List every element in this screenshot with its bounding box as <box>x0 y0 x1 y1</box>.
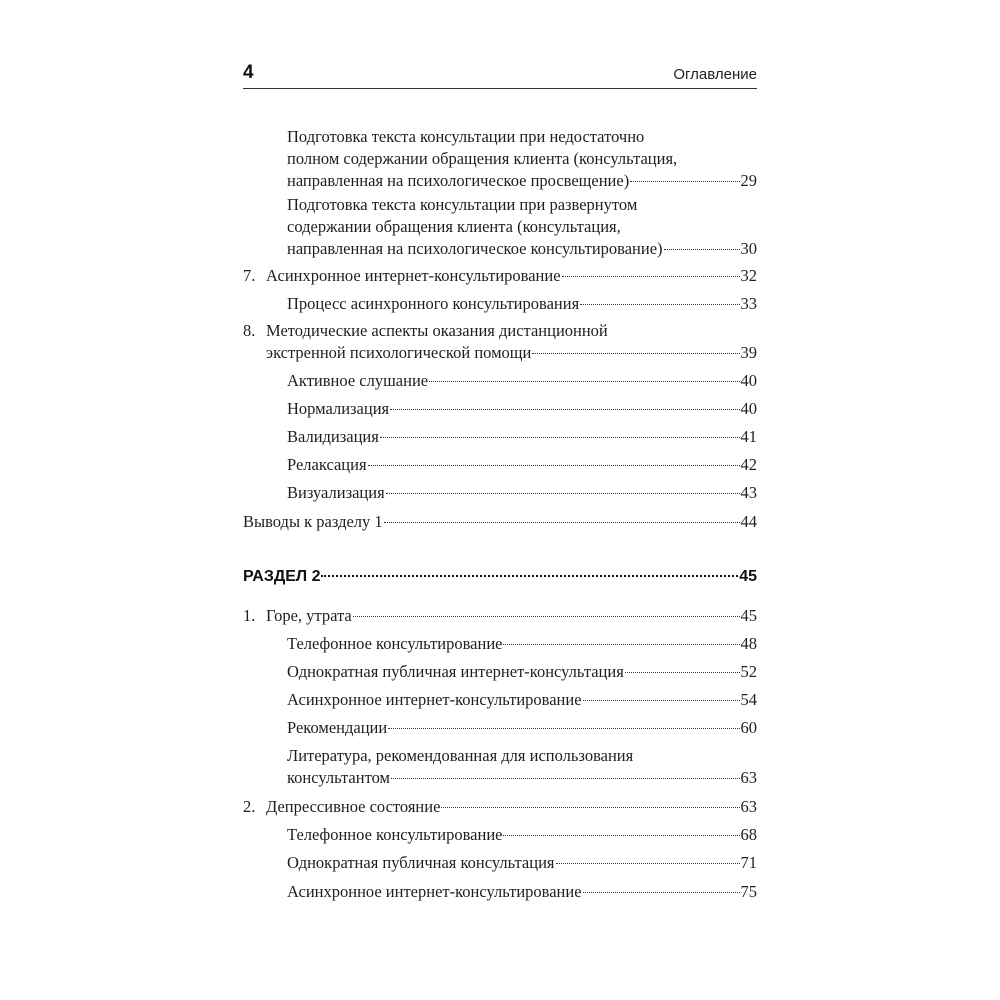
running-header <box>243 60 757 89</box>
toc-entry-title: Процесс асинхронного консультирования <box>287 294 580 313</box>
leader-dots <box>391 778 740 779</box>
toc-entry-title <box>243 605 352 627</box>
toc-entry-title: Активное слушание <box>287 371 429 390</box>
toc-entry[interactable] <box>287 824 757 846</box>
toc-page-number: 33 <box>740 294 757 313</box>
leader-dots <box>441 807 739 808</box>
running-title: Оглавление <box>673 66 757 83</box>
leader-dots <box>630 181 739 182</box>
toc-entry[interactable] <box>287 881 757 903</box>
leader-dots <box>368 465 740 466</box>
toc-entry-number: 1. <box>243 606 256 625</box>
toc-page-number: 42 <box>740 455 757 474</box>
page-number: 4 <box>243 62 254 83</box>
toc-entry-title: Асинхронное интернет-консультирование <box>287 690 582 709</box>
toc-entry-title: Нормализация <box>287 399 390 418</box>
leader-dots <box>353 616 740 617</box>
leader-dots <box>503 644 739 645</box>
toc-entry[interactable] <box>287 633 757 655</box>
toc-entry-title: Валидизация <box>287 427 379 446</box>
toc-entry-line: Литература, рекомендованная для использования <box>287 746 634 765</box>
toc-page-number: 43 <box>740 483 757 502</box>
toc-page-number: 29 <box>740 171 757 190</box>
leader-dots <box>583 700 740 701</box>
toc-page-number: 45 <box>740 606 757 625</box>
toc-page-number: 54 <box>740 690 757 709</box>
toc-entry-title: экстренной психологической помощи <box>266 343 532 362</box>
toc-entry[interactable] <box>243 605 757 627</box>
leader-dots <box>386 493 740 494</box>
toc-entry-number: 2. <box>243 797 256 816</box>
toc-entry-line: содержании обращения клиента (консультация, <box>287 217 621 236</box>
leader-dots <box>580 304 739 305</box>
toc-entry[interactable] <box>287 767 757 789</box>
toc-entry[interactable] <box>266 342 757 364</box>
toc-entry[interactable] <box>287 482 757 504</box>
toc-entry-title: Телефонное консультирование <box>287 634 503 653</box>
toc-entry-text: Методические аспекты оказания дистанционной <box>266 321 608 340</box>
section-title: РАЗДЕЛ 2 <box>243 568 321 585</box>
leader-dots <box>503 835 739 836</box>
toc-page-number: 68 <box>740 825 757 844</box>
toc-page-number: 40 <box>740 371 757 390</box>
toc-page-number: 52 <box>740 662 757 681</box>
toc-page-number: 63 <box>740 768 757 787</box>
toc-entry-title: консультантом <box>287 768 390 787</box>
toc-entry-line: Подготовка текста консультации при развернутом <box>287 195 638 214</box>
leader-dots <box>664 249 740 250</box>
toc-entry[interactable] <box>287 370 757 392</box>
toc-entry[interactable] <box>243 796 757 818</box>
toc-page-number: 40 <box>740 399 757 418</box>
toc-entry-text: Горе, утрата <box>266 606 352 625</box>
toc-page-number: 75 <box>740 882 757 901</box>
toc-entry-line <box>243 320 608 342</box>
toc-entry-title: Рекомендации <box>287 718 388 737</box>
leader-dots <box>384 522 740 523</box>
toc-entry[interactable] <box>287 717 757 739</box>
toc-entry-title: Асинхронное интернет-консультирование <box>287 882 582 901</box>
toc-entry[interactable] <box>243 265 757 287</box>
leader-dots <box>562 276 740 277</box>
leader-dots <box>380 437 740 438</box>
toc-entry[interactable] <box>287 689 757 711</box>
toc-entry[interactable] <box>287 293 757 315</box>
toc-entry-title: направленная на психологическое просвещение) <box>287 171 630 190</box>
leader-dots <box>390 409 739 410</box>
toc-entry-title: Однократная публичная консультация <box>287 853 555 872</box>
toc-entry-title: направленная на психологическое консультирование) <box>287 239 663 258</box>
toc-entry-text: Депрессивное состояние <box>266 797 441 816</box>
toc-entry-number: 8. <box>243 321 256 340</box>
toc-page-number: 71 <box>740 853 757 872</box>
leader-dots <box>388 728 739 729</box>
toc-entry[interactable] <box>287 661 757 683</box>
toc-entry-title: Визуализация <box>287 483 385 502</box>
leader-dots <box>429 381 739 382</box>
toc-page-number: 44 <box>740 512 757 531</box>
toc-page-number: 63 <box>740 797 757 816</box>
toc-page-number: 60 <box>740 718 757 737</box>
toc-entry-title: Выводы к разделу 1 <box>243 512 383 531</box>
toc-entry-title <box>243 796 440 818</box>
toc-entry[interactable] <box>287 454 757 476</box>
toc-page-number: 45 <box>739 568 757 585</box>
toc-entry-line: полном содержании обращения клиента (консультация, <box>287 149 678 168</box>
toc-entry[interactable] <box>243 511 757 533</box>
toc-section-heading[interactable] <box>243 566 757 588</box>
leader-dots <box>532 353 739 354</box>
toc-page-number: 30 <box>740 239 757 258</box>
toc-entry-title <box>243 265 561 287</box>
toc-entry-title: Однократная публичная интернет-консультация <box>287 662 624 681</box>
toc-entry-text: Асинхронное интернет-консультирование <box>266 266 561 285</box>
toc-page-number: 41 <box>740 427 757 446</box>
toc-entry-title: Телефонное консультирование <box>287 825 503 844</box>
toc-entry-line: Подготовка текста консультации при недостаточно <box>287 127 645 146</box>
toc-entry[interactable] <box>287 170 757 192</box>
leader-dots <box>583 892 740 893</box>
toc-entry[interactable] <box>287 426 757 448</box>
toc-page-number: 48 <box>740 634 757 653</box>
toc-entry[interactable] <box>287 238 757 260</box>
toc-entry[interactable] <box>287 398 757 420</box>
leader-dots <box>556 863 740 864</box>
leader-dots <box>321 575 738 577</box>
leader-dots <box>625 672 740 673</box>
toc-entry[interactable] <box>287 852 757 874</box>
toc-entry-title: Релаксация <box>287 455 367 474</box>
toc-entry-number: 7. <box>243 266 256 285</box>
toc-page-number: 39 <box>740 343 757 362</box>
toc-page-number: 32 <box>740 266 757 285</box>
